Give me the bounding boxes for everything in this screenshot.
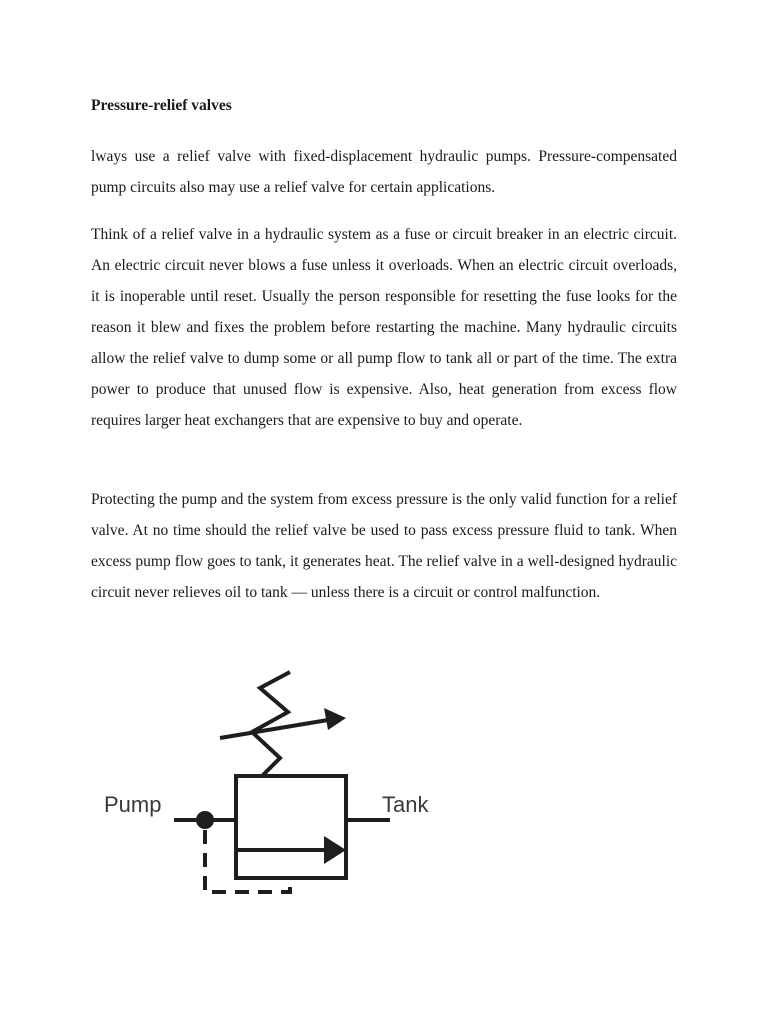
tank-label: Tank — [382, 792, 429, 817]
spring-zigzag — [252, 672, 290, 776]
adjust-arrow-line — [220, 720, 328, 738]
paragraph-1: lways use a relief valve with fixed-displacement hydraulic pumps. Pressure-compensated pump circuits also may use a relief valve for certain applications. — [91, 148, 677, 196]
flow-arrow-head — [324, 836, 346, 864]
junction-dot — [196, 811, 214, 829]
paragraph-3: Protecting the pump and the system from excess pressure is the only valid function for a relief valve. At no time should the relief valve be used to pass excess pressure fluid to tank. When excess pump flow goes to tank, it generates heat. The relief valve in a well-designed hydraulic circuit never relieves oil to tank — unless there is a circuit or control malfunction. — [91, 491, 677, 601]
relief-valve-diagram — [90, 660, 470, 920]
adjust-arrow-head — [324, 708, 346, 730]
section-heading: Pressure-relief valves — [91, 97, 232, 114]
paragraph-2: Think of a relief valve in a hydraulic system as a fuse or circuit breaker in an electric circuit. An electric circuit never blows a fuse unless it overloads. When an electric circuit overloads, it is inoperable until reset. Usually the person responsible for resetting the fuse looks for the reason it blew and fixes the problem before restarting the machine. Many hydraulic circuits allow the relief valve to dump some or all pump flow to tank all or part of the time. The extra power to produce that unused flow is expensive. Also, heat generation from excess flow requires larger heat exchangers that are expensive to buy and operate. — [91, 226, 677, 429]
pump-label: Pump — [104, 792, 162, 817]
valve-body — [236, 776, 346, 878]
pilot-line — [205, 830, 290, 892]
relief-valve-symbol — [90, 660, 470, 920]
